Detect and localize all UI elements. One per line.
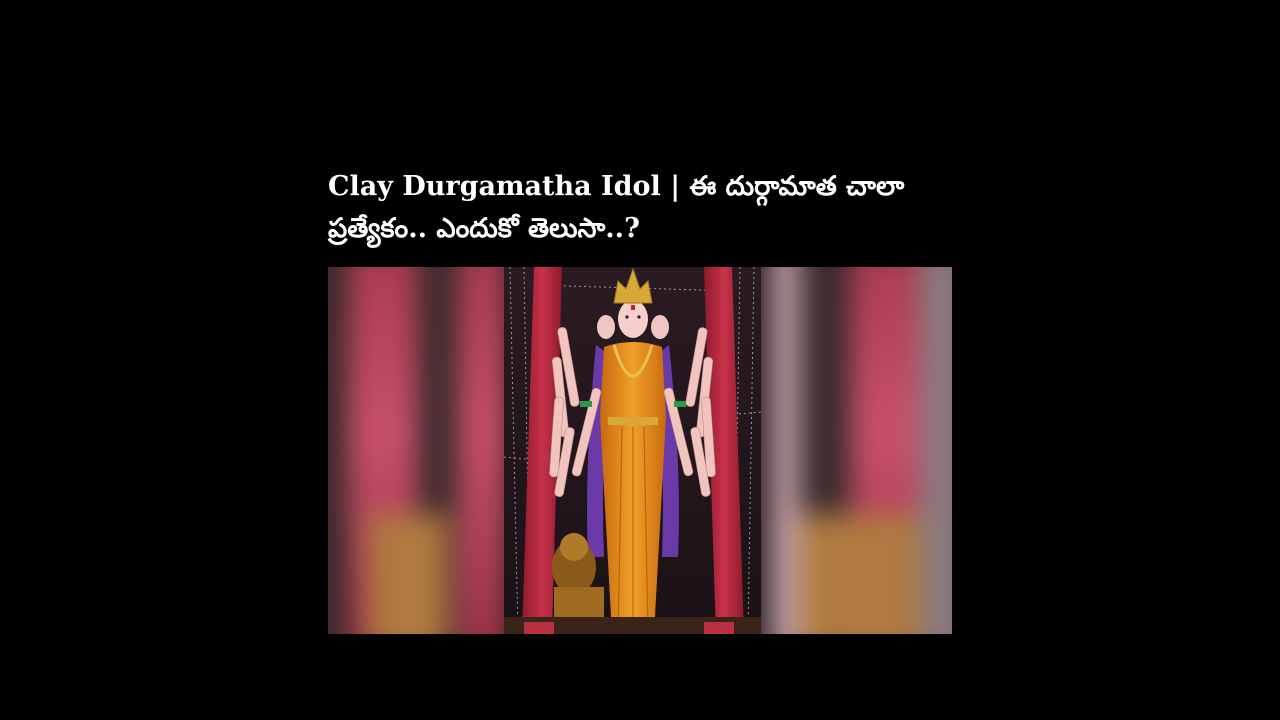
article-headline[interactable] [328, 166, 968, 250]
blurred-backdrop-left [328, 267, 508, 634]
headline-telugu: ఈ దుర్గామాత చాలా ప్రత్యేకం.. ఎందుకో తెలుసా..? [328, 171, 905, 244]
durga-idol-photo [504, 267, 761, 634]
headline-english: Clay Durgamatha Idol | [328, 171, 690, 202]
article-image[interactable] [328, 267, 952, 634]
blurred-backdrop-right [760, 267, 952, 634]
